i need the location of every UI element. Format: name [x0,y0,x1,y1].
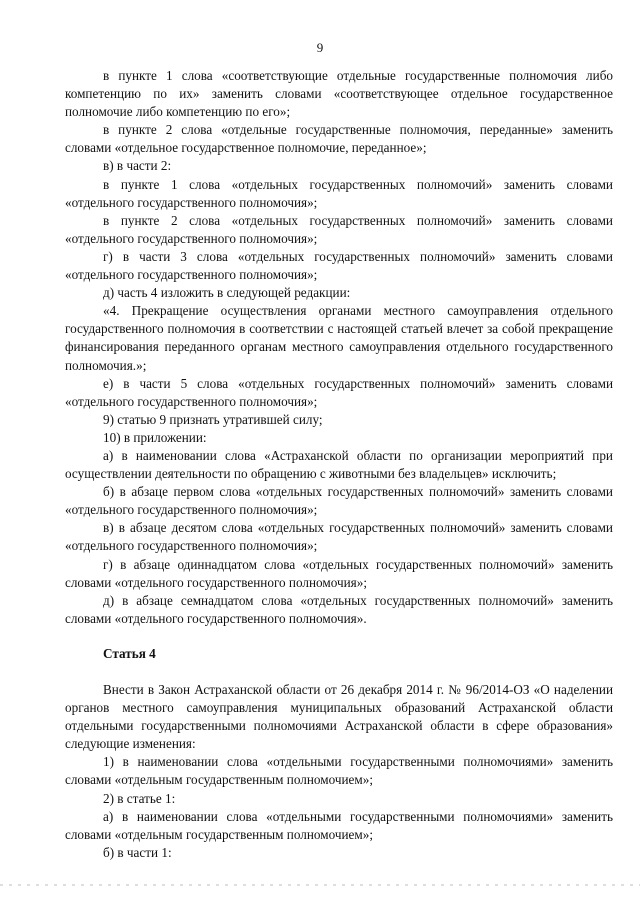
paragraph: Внести в Закон Астраханской области от 26 декабря 2014 г. № 96/2014-ОЗ «О наделении органов местного самоуправления муниципальных образований Астраханской области отдельными государственными полномочиями Астраханской области в сфере образования» следующие изменения: [65,682,613,752]
paragraph: в пункте 1 слова «соответствующие отдельные государственные полномочия либо компетенцию по их» заменить словами «соответствующее отдельное государственное полномочие либо компетенцию по его»; [65,68,613,120]
paragraph: а) в наименовании слова «отдельными государственными полномочиями» заменить словами «отдельным государственным полномочием»; [65,808,613,842]
paragraph: в пункте 2 слова «отдельных государственных полномочий» заменить словами «отдельного государственного полномочия»; [65,212,613,246]
paragraph: д) часть 4 изложить в следующей редакции: [103,285,351,301]
paragraph: 9) статью 9 признать утратившей силу; [103,411,323,427]
paragraph: е) в части 5 слова «отдельных государственных полномочий» заменить словами «отдельного государственного полномочия»; [65,375,613,409]
paragraph: в) в абзаце десятом слова «отдельных государственных полномочий» заменить словами «отдельного государственного полномочия»; [65,520,613,554]
paragraph: «4. Прекращение осуществления органами местного самоуправления отдельного государственного полномочия в соответствии с настоящей статьей влечет за собой прекращение финансирования переданного органам местного самоуправления отдельного государственного полномочия.»; [65,303,613,373]
paragraph: 2) в статье 1: [103,790,176,806]
paragraph: 1) в наименовании слова «отдельными государственными полномочиями» заменить словами «отдельным государственным полномочием»; [65,754,613,788]
paragraph: а) в наименовании слова «Астраханской области по организации мероприятий при осуществлении деятельности по обращению с животными без владельцев» исключить; [65,447,613,482]
article-heading: Статья 4 [103,645,156,661]
paragraph: в) в части 2: [103,158,172,174]
page-number: 9 [316,40,324,55]
amendments-list [65,67,613,628]
scan-artifact-line [0,884,640,886]
paragraph: 10) в приложении: [103,429,207,445]
document-body [65,67,613,862]
paragraph: г) в части 3 слова «отдельных государственных полномочий» заменить словами «отдельного государственного полномочия»; [65,248,613,283]
paragraph: г) в абзаце одиннадцатом слова «отдельных государственных полномочий» заменить словами «отдельного государственного полномочия»; [65,556,613,590]
paragraph: в пункте 2 слова «отдельные государственные полномочия, переданные» заменить словами «отдельное государственное полномочие, переданное»; [65,122,613,156]
paragraph: б) в части 1: [103,844,172,860]
paragraph: б) в абзаце первом слова «отдельных государственных полномочий» заменить словами «отдельного государственного полномочия»; [65,484,613,518]
paragraph: д) в абзаце семнадцатом слова «отдельных государственных полномочий» заменить словами «отдельного государственного полномочия». [65,592,613,626]
paragraph: в пункте 1 слова «отдельных государственных полномочий» заменить словами «отдельного государственного полномочия»; [65,176,613,210]
article-4-text [65,681,613,862]
